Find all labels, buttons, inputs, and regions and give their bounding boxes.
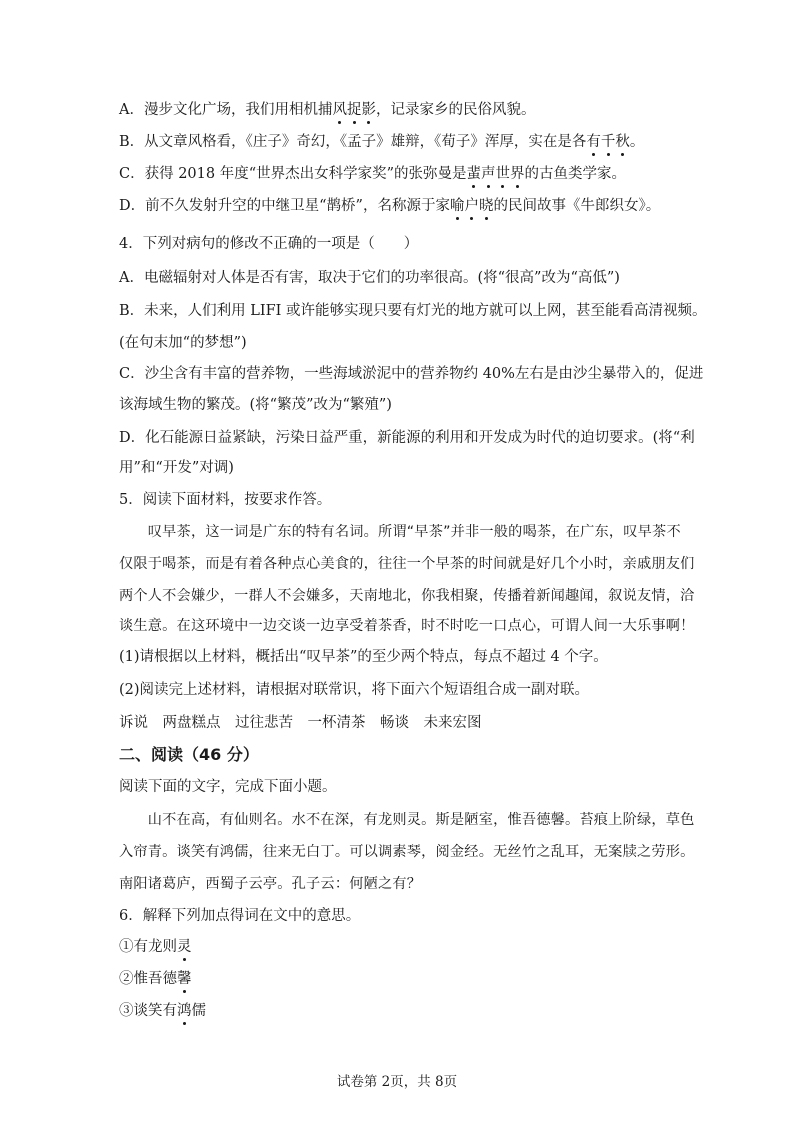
classical-passage-line: 南阳诸葛庐，西蜀子云亭。孔子云：何陋之有？ (119, 876, 422, 892)
dotted-char: 晓 (478, 198, 494, 214)
dotted-char: 灵 (177, 939, 192, 955)
q3-option-c (119, 164, 626, 184)
q5-passage-line: 两个人不会嫌少，一群人不会嫌多，天南地北，你我相聚，传播着新闻趣闻，叙说友情，洽 (119, 588, 695, 604)
q4-option-c: C．沙尘含有丰富的营养物，一些海域淤泥中的营养物约 40%左右是由沙尘暴带入的，促进 (119, 366, 704, 382)
q5-passage-line: 仅限于喝茶，而是有着各种点心美食的，往往一个早茶的时间就是好几个小时，亲戚朋友们 (119, 556, 695, 572)
dotted-char: 鸿 (177, 1003, 192, 1019)
q4-option-b-cont: (在句末加“的梦想”) (119, 335, 247, 351)
dotted-char: 喻 (449, 198, 465, 214)
dotted-char: 声 (481, 166, 496, 182)
dotted-char: 户 (464, 198, 479, 214)
dotted-char: 千 (600, 134, 616, 150)
dotted-char: 馨 (177, 971, 192, 987)
option-text: 的古鱼类学家。 (524, 166, 627, 182)
option-text: 。 (629, 134, 645, 150)
q6-item (119, 1001, 206, 1021)
dotted-char: 界 (510, 166, 525, 182)
q3-option-b (119, 132, 644, 152)
classical-passage-line: 入帘青。谈笑有鸿儒，往来无白丁。可以调素琴，阅金经。无丝竹之乱耳，无案牍之劳形。 (119, 844, 695, 860)
q4-option-c-cont: 该海域生物的繁茂。(将“繁茂”改为“繁殖”) (119, 397, 392, 413)
dotted-char: 风 (332, 102, 347, 118)
option-text: A．漫步文化广场，我们用相机捕 (119, 102, 333, 118)
section-instruction: 阅读下面的文字，完成下面小题。 (119, 779, 337, 795)
q5-passage-line: 叹早茶，这一词是广东的特有名词。所谓“早茶”并非一般的喝茶，在广东，叹早茶不 (119, 524, 681, 540)
dotted-char: 影 (361, 102, 376, 118)
dotted-char: 捉 (346, 102, 362, 118)
q6-item (119, 969, 192, 989)
q5-sub-question-2: (2)阅读完上述材料，请根据对联常识，将下面六个短语组合成一副对联。 (119, 682, 590, 698)
q4-option-d-cont: 用”和“开发”对调) (119, 460, 234, 476)
section-heading: 二、阅读（46 分） (119, 745, 259, 764)
q3-option-d (119, 196, 660, 216)
classical-passage-line: 山不在高，有仙则名。水不在深，有龙则灵。斯是陋室，惟吾德馨。苔痕上阶绿，草色 (119, 812, 695, 828)
option-text: 的民间故事《牛郎织女》。 (493, 198, 661, 214)
q3-option-a (119, 100, 535, 120)
page-footer: 试卷第 2页，共 8页 (336, 1074, 458, 1090)
q5-sub-question-1: (1)请根据以上材料，概括出“叹早茶”的至少两个特点，每点不超过 4 个字。 (119, 649, 608, 665)
dotted-char: 秋 (615, 134, 630, 150)
item-text: 儒 (191, 1003, 206, 1019)
dotted-char: 蜚 (466, 166, 482, 182)
q4-option-d: D．化石能源日益紧缺，污染日益严重，新能源的利用和开发成为时代的迫切要求。(将“利 (119, 430, 695, 446)
dotted-char: 有 (586, 134, 601, 150)
dotted-char: 世 (495, 166, 511, 182)
option-text: C．获得 2018 年度“世界杰出女科学家奖”的张弥曼是 (119, 166, 467, 182)
option-text: B．从文章风格看，《庄子》奇幻，《孟子》雄辩，《荀子》浑厚，实在是各 (119, 134, 587, 150)
q4-option-a: A．电磁辐射对人体是否有害，取决于它们的功率很高。(将“很高”改为“高低”) (119, 270, 620, 286)
option-text: ，记录家乡的民俗风貌。 (375, 102, 536, 118)
option-text: D．前不久发射升空的中继卫星“鹊桥”，名称源于家 (119, 198, 450, 214)
item-text: ①有龙则 (119, 939, 177, 955)
item-text: ②惟吾德 (119, 971, 177, 987)
q6-stem: 6．解释下列加点得词在文中的意思。 (119, 908, 361, 924)
q5-passage-line: 谈生意。在这环境中一边交谈一边享受着茶香，时不时吃一口点心，可谓人间一大乐事啊！ (119, 618, 695, 634)
q4-option-b: B．未来，人们利用 LIFI 或许能够实现只要有灯光的地方就可以上网，甚至能看高清视频。 (119, 303, 707, 319)
q5-stem: 5．阅读下面材料，按要求作答。 (119, 492, 332, 508)
q5-phrases: 诉说 两盘糕点 过往悲苦 一杯清茶 畅谈 未来宏图 (119, 715, 482, 731)
q6-item (119, 937, 192, 957)
item-text: ③谈笑有 (119, 1003, 177, 1019)
q4-stem: 4．下列对病句的修改不正确的一项是（ ） (119, 236, 419, 252)
